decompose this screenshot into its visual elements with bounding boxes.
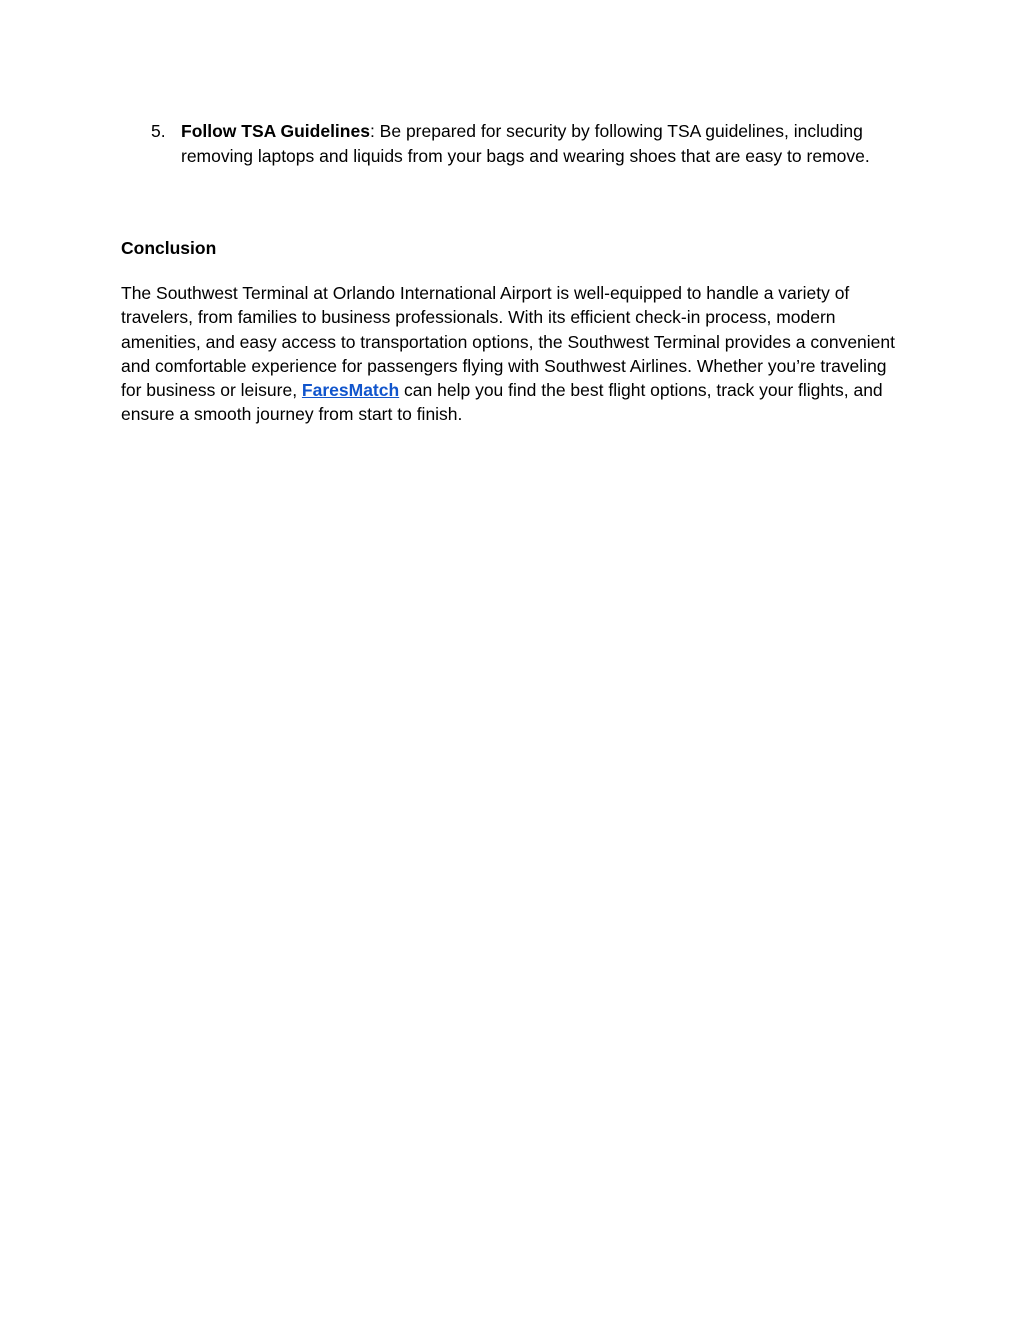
conclusion-heading: Conclusion — [121, 238, 217, 258]
list-item-follow-tsa-guidelines — [121, 119, 911, 168]
conclusion-paragraph — [121, 281, 911, 427]
faresmatch-link[interactable]: FaresMatch — [301, 380, 400, 401]
list-item-bold-label: Follow TSA Guidelines — [181, 121, 370, 141]
list-item-number: 5. — [151, 121, 166, 141]
conclusion-text-after-link: can help you find the best flight options, track your flights, and ensure a smooth journey from start to finish. — [121, 380, 883, 425]
list-item-body — [181, 119, 911, 168]
conclusion-text-before-link: The Southwest Terminal at Orlando International Airport is well-equipped to handle a variety of travelers, from families to business professionals. With its efficient check-in process, modern amenities, and easy access to transportation options, the Southwest Terminal provides a convenient and comfortable experience for passengers flying with Southwest Airlines. Whether you’re traveling for business or leisure, — [121, 283, 896, 401]
list-item-text: : Be prepared for security by following TSA guidelines, including removing laptops and liquids from your bags and wearing shoes that are easy to remove. — [181, 121, 870, 166]
